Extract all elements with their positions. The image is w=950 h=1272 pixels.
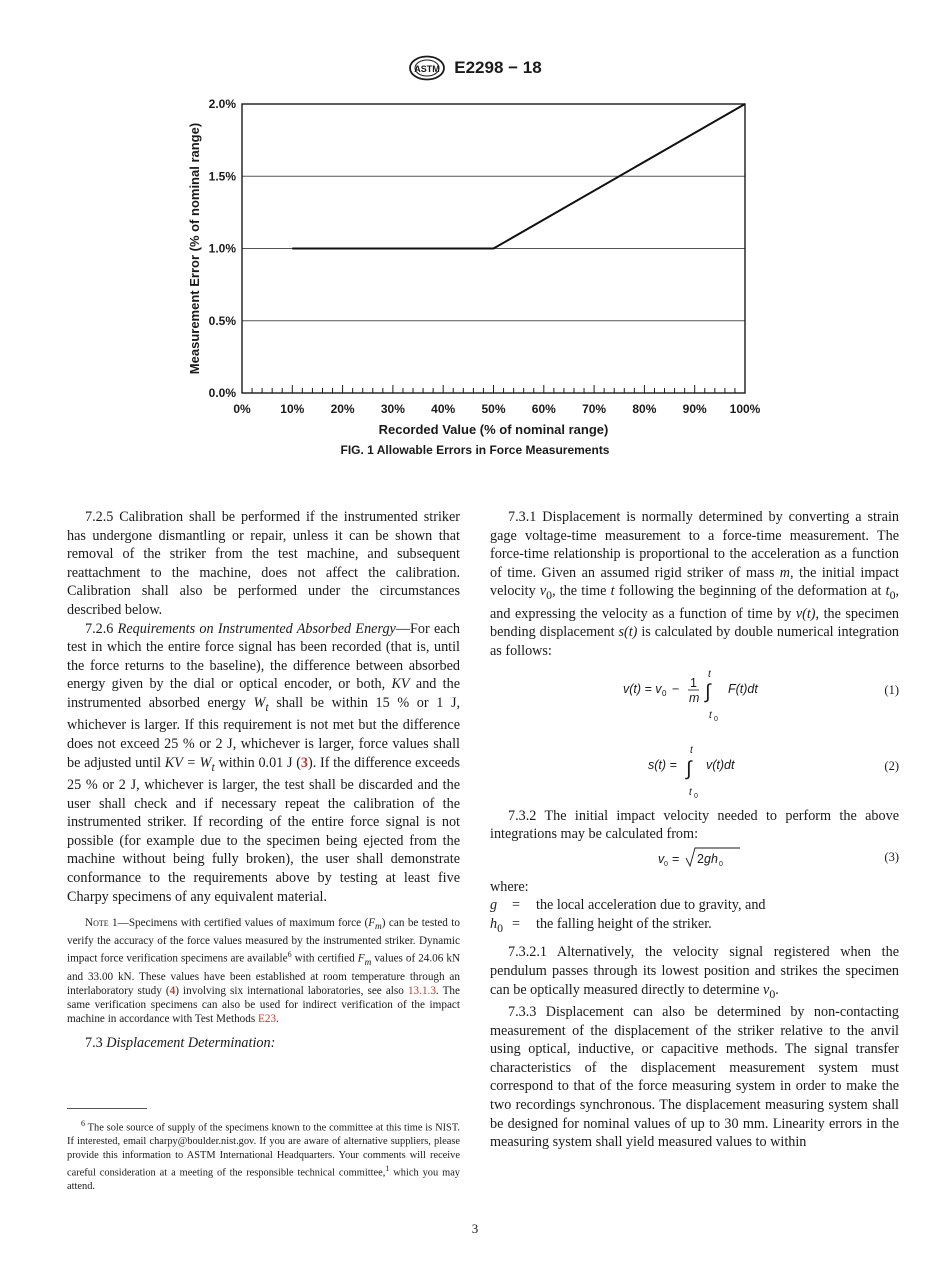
y-tick-label: 1.5% xyxy=(208,169,236,184)
svg-text:v(t) = v: v(t) = v xyxy=(623,681,662,696)
paragraph-7-3-2-1: 7.3.2.1 Alternatively, the velocity signal registered when the pendulum passes through its lowest position and strikes the specimen can be optically measured directly to determine $v_0$. xyxy=(490,944,899,1001)
x-tick-label: 30% xyxy=(380,402,405,416)
footnote-marker: 6 xyxy=(287,950,292,960)
footnote-divider xyxy=(67,1108,147,1109)
note-1: Note 1—Specimens with certified values of maximum force $(F_m)$ can be tested to verify the accuracy of the force values measured by the instrumented striker. Dynamic impact force verification specimens are available$^6$ with certified $F_m$ values of 24.06 kN and 33.00 kN. These values have been established at room temperature through an interlaboratory study (4) involving six international laboratories, see also 13.1.3. The same verification specimens can also be used for indirect verification of the impact machine in accordance with Test Methods E23. xyxy=(67,917,461,1026)
paragraph-7-3-3: 7.3.3 Displacement can also be determined by non-contacting measurement of the displacement of the striker relative to the anvil using optical, inductive, or capacitive methods. The signal transfer characteristics of the displacement measurement system must correspond to that of the force measuring system in order to make the two recordings synchronous. The displacement measuring system shall be designed for nominal values of up to 30 mm. Linearity errors in the measuring system shall yield measured values to within xyxy=(490,1003,899,1151)
svg-text:−: − xyxy=(672,681,680,696)
svg-text:0: 0 xyxy=(719,860,723,868)
y-tick-label: 1.0% xyxy=(208,241,236,256)
figure-caption: FIG. 1 Allowable Errors in Force Measurements xyxy=(340,443,610,457)
section-link[interactable]: 13.1.3 xyxy=(407,985,436,998)
svg-text:t: t xyxy=(689,786,692,798)
x-tick-label: 90% xyxy=(682,402,707,416)
paragraph-7-2-5: 7.2.5 Calibration shall be performed if the instrumented striker has undergone dismantling or repair, unless it can be shown that removal of the striker from the test machine, and subsequent reattachment to the machine, does not affect the calibration. Calibration shall also be performed under the circumstances described below. xyxy=(67,509,460,618)
svg-text:s(t) =: s(t) = xyxy=(648,757,677,772)
equation-3-formula xyxy=(650,844,850,872)
force-error-chart xyxy=(0,0,950,470)
svg-text:gh: gh xyxy=(704,851,718,866)
right-column xyxy=(490,508,899,1152)
section-title: Requirements on Instrumented Absorbed Energy xyxy=(117,620,396,637)
x-tick-label: 100% xyxy=(729,402,761,416)
svg-text:m: m xyxy=(689,690,700,705)
y-tick-label: 2.0% xyxy=(208,97,236,111)
equation-2 xyxy=(490,735,899,807)
equation-1-formula xyxy=(610,661,910,735)
equation-1 xyxy=(490,661,899,735)
x-tick-label: 20% xyxy=(330,402,355,416)
where-label: where: xyxy=(490,878,529,895)
standard-link[interactable]: E23 xyxy=(258,1013,277,1026)
y-tick-label: 0.0% xyxy=(208,386,236,400)
svg-text:=: = xyxy=(672,851,680,866)
svg-text:∫: ∫ xyxy=(686,757,692,780)
svg-text:0: 0 xyxy=(714,715,718,723)
paragraph-7-3-1: 7.3.1 Displacement is normally determined by converting a strain gage voltage-time measurement to a force-time measurement. The force-time relationship is proportional to the acceleration as a function of time. Given an assumed rigid striker of mass m, the initial impact velocity $v_0$, the time t following the beginning of the deformation at $t_0$, and expressing the velocity as a function of time by v(t), the specimen bending displacement s(t) is calculated by double numerical integration as follows: xyxy=(490,509,900,659)
svg-text:F(t)dt: F(t)dt xyxy=(728,681,758,696)
svg-text:0: 0 xyxy=(694,792,698,800)
svg-text:0: 0 xyxy=(664,860,668,868)
footnote-6: $^6$ The sole source of supply of the specimens known to the committee at this time is NIST. If interested, email charpy@boulder.nist.gov. If you are aware of alternative suppliers, please provide this information to ASTM International Headquarters. Your comments will receive careful consideration at a meeting of the responsible technical committee,$^1$ which you may attend. xyxy=(67,1119,460,1193)
x-tick-label: 10% xyxy=(280,402,305,416)
reference-link[interactable]: 4 xyxy=(169,985,176,998)
svg-text:v(t)dt: v(t)dt xyxy=(706,757,735,772)
svg-text:t: t xyxy=(708,668,711,680)
x-tick-label: 60% xyxy=(531,402,556,416)
x-tick-label: 40% xyxy=(431,402,456,416)
paragraph-7-3: 7.3 Displacement Determination: xyxy=(85,1035,276,1052)
x-tick-label: 0% xyxy=(233,402,251,416)
standard-code: E2298 − 18 xyxy=(454,58,542,77)
svg-text:∫: ∫ xyxy=(705,680,711,703)
x-tick-label: 80% xyxy=(632,402,657,416)
astm-logo-text: ASTM xyxy=(414,64,441,74)
equation-3 xyxy=(490,844,899,872)
y-tick-label: 0.5% xyxy=(208,313,236,328)
equation-2-number: (2) xyxy=(884,758,899,773)
page-number: 3 xyxy=(471,1221,479,1236)
left-column xyxy=(67,508,460,1053)
y-axis-label: Measurement Error (% of nominal range) xyxy=(187,122,202,375)
variable-definitions: g = the local acceleration due to gravity, and $h_0$ = the falling height of the striker. xyxy=(490,897,766,935)
equation-3-number: (3) xyxy=(884,849,899,864)
equation-1-number: (1) xyxy=(884,682,899,697)
svg-text:0: 0 xyxy=(662,688,667,698)
reference-link[interactable]: 3 xyxy=(300,754,309,771)
x-tick-label: 50% xyxy=(481,402,506,416)
svg-text:1: 1 xyxy=(690,675,697,690)
svg-text:t: t xyxy=(709,709,712,721)
svg-text:2: 2 xyxy=(697,851,704,866)
paragraph-7-3-2: 7.3.2 The initial impact velocity needed to perform the above integrations may be calculated from: xyxy=(490,807,899,843)
svg-text:v: v xyxy=(658,851,665,866)
x-axis-label: Recorded Value (% of nominal range) xyxy=(378,422,609,437)
svg-text:t: t xyxy=(690,744,693,756)
x-tick-label: 70% xyxy=(582,402,607,416)
paragraph-7-2-6: 7.2.6 Requirements on Instrumented Absorbed Energy—For each test in which the entire force signal has been recorded (that is, until the force returns to the baseline), the difference between absorbed energy given by the dial or optical encoder, or both, KV and the instrumented absorbed energy $W_t$ shall be within 15 % or 1 J, whichever is larger. If this requirement is not met but the difference does not exceed 25 % or 2 J, whichever is larger, force values shall be adjusted until KV = $W_t$ within 0.01 J (3). If the difference exceeds 25 % or 2 J, whichever is larger, the test shall be discarded and the user shall check and if necessary repeat the calibration of the instrumented striker. If recording of the entire force signal is not possible (for example due to the specimen being ejected from the machine without being fully broken), the user shall demonstrate conformance to the requirements above by testing at least five Charpy specimens of any equivalent material. xyxy=(67,620,461,905)
